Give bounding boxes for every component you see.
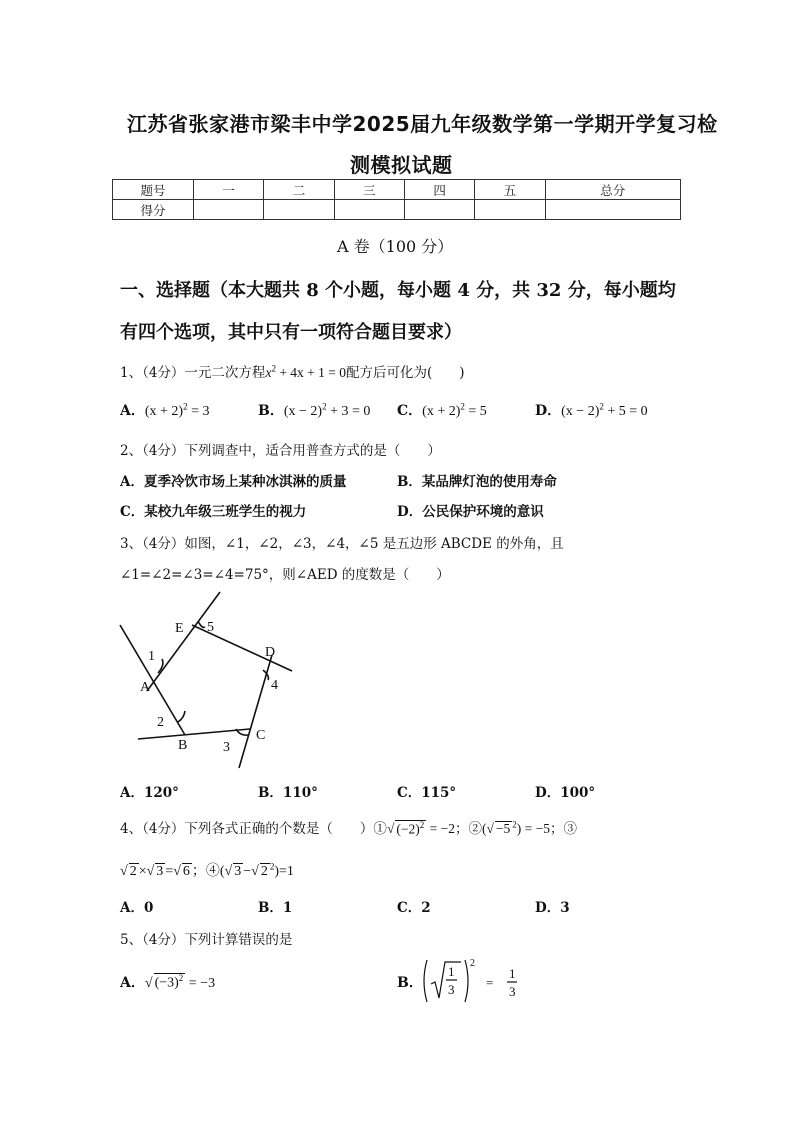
q4-stem-text: 4、（4分）下列各式正确的个数是（ ）① xyxy=(120,821,387,837)
question-4-line-2: √ 2 ×√ 3 =√ 6 ；④(√ 3 −√ 2 $^2$)=1 xyxy=(120,861,294,879)
score-input-cell[interactable] xyxy=(404,200,474,220)
q1-eq-power: 2 xyxy=(271,363,276,374)
q4-option-c-letter: C． xyxy=(397,900,422,916)
label-b: B xyxy=(178,738,188,753)
q2-option-a[interactable] xyxy=(120,470,346,490)
q2-option-b[interactable] xyxy=(397,470,557,490)
line-ea xyxy=(147,592,220,691)
q1-option-b-power: 2 xyxy=(322,401,327,412)
q4-item2-power: 2 xyxy=(512,819,517,830)
score-cell: 一 xyxy=(194,180,264,200)
q5-option-a-letter: A． xyxy=(120,975,145,991)
q4-option-a-text: 0 xyxy=(143,900,154,916)
q1-option-b-tail: + 3 = 0 xyxy=(326,404,371,419)
score-table xyxy=(112,179,681,220)
q5-denominator: 3 xyxy=(448,982,455,997)
q2-option-b-text: 某品牌灯泡的使用寿命 xyxy=(421,474,557,490)
q1-option-a-letter: A． xyxy=(120,403,145,419)
q5-option-a-inner: (−3) xyxy=(154,976,179,991)
q4-item1-power: 2 xyxy=(419,819,425,830)
q1-option-d-letter: D． xyxy=(535,403,562,419)
pentagon-figure xyxy=(110,585,310,775)
q1-option-c[interactable] xyxy=(397,400,487,420)
question-2-stem: 2、（4分）下列调查中，适合用普查方式的是（ ） xyxy=(120,443,441,459)
question-4-stem: 4、（4分）下列各式正确的个数是（ ）①√ $(-2)^2 = -2$；②(√ −5 $^2$) = −5；③ xyxy=(120,819,577,837)
q3-option-c-letter: C． xyxy=(397,785,422,801)
q1-option-b-letter: B． xyxy=(258,403,284,419)
q1-option-d[interactable] xyxy=(535,400,648,420)
q3-option-b-text: 110° xyxy=(282,785,318,801)
label-angle-5: 5 xyxy=(207,620,214,635)
q5-numerator: 1 xyxy=(448,964,455,979)
title-line-1: 江苏省张家港市梁丰中学2025届九年级数学第一学期开学复习检 xyxy=(127,112,718,136)
label-angle-3: 3 xyxy=(223,740,230,755)
q5-equals: = xyxy=(486,975,494,990)
label-d: D xyxy=(265,645,276,660)
q1-option-d-tail: + 5 = 0 xyxy=(603,404,648,419)
q4-equals: = xyxy=(165,864,174,879)
score-cell: 二 xyxy=(264,180,334,200)
q1-suffix: 配方后可化为( ) xyxy=(346,365,465,381)
label-a: A xyxy=(140,680,151,695)
q4-item4-close: )=1 xyxy=(274,864,294,879)
q5-power: 2 xyxy=(470,958,475,969)
score-cell: 五 xyxy=(475,180,545,200)
q3-option-a-text: 120° xyxy=(143,785,179,801)
line-dc xyxy=(239,655,272,768)
q5-option-a[interactable]: A．√ $(-3)^2 = -3$ xyxy=(120,973,216,991)
q4-sqrt-6: 6 xyxy=(182,864,190,879)
q5-right-paren xyxy=(465,960,468,1002)
q4-item1-inner: (−2) xyxy=(396,821,420,836)
score-cell: 四 xyxy=(404,180,474,200)
q3-option-d[interactable] xyxy=(535,781,595,801)
score-row-label: 得分 xyxy=(113,200,194,220)
q4-item4-power: 2 xyxy=(269,861,275,872)
score-input-cell[interactable] xyxy=(194,200,264,220)
question-1-stem xyxy=(120,361,465,381)
q3-option-b[interactable] xyxy=(258,781,318,801)
label-angle-4: 4 xyxy=(271,678,278,693)
q5-rhs-numerator: 1 xyxy=(509,966,516,981)
q4-option-d[interactable] xyxy=(535,896,570,916)
part-a-heading: A 卷（100 分） xyxy=(337,237,454,256)
q3-option-c-text: 115° xyxy=(421,785,457,801)
score-input-cell[interactable] xyxy=(334,200,404,220)
q4-item1-rhs: = −2；②( xyxy=(426,821,487,836)
q5-option-a-rhs: = −3 xyxy=(185,976,216,991)
question-5-stem: 5、（4分）下列计算错误的是 xyxy=(120,932,293,948)
q1-option-a-power: 2 xyxy=(183,401,188,412)
q5-option-b-letter: B． xyxy=(397,975,423,991)
q1-option-b-text: (x − 2) xyxy=(283,404,323,419)
q4-item4-sqrt-3: 3 xyxy=(234,864,242,879)
q4-item2-rhs: ) = −5；③ xyxy=(516,821,577,836)
score-cell: 题号 xyxy=(113,180,194,200)
score-input-cell[interactable] xyxy=(545,200,680,220)
q1-option-a-text: (x + 2) xyxy=(144,404,184,419)
q2-option-d-text: 公民保护环境的意识 xyxy=(422,504,544,520)
q4-option-a-letter: A． xyxy=(120,900,144,916)
q1-eq-rest: + 4x + 1 = 0 xyxy=(275,365,347,380)
title-line-2: 测模拟试题 xyxy=(350,153,453,177)
q1-option-a-tail: = 3 xyxy=(187,404,210,419)
q4-item4-open: ；④( xyxy=(191,864,225,879)
q4-item4-minus: − xyxy=(243,864,252,879)
label-c: C xyxy=(256,728,266,743)
q3-option-a-letter: A． xyxy=(120,785,144,801)
q4-option-b-letter: B． xyxy=(258,900,283,916)
q1-option-d-power: 2 xyxy=(599,401,604,412)
q5-option-b-formula xyxy=(421,956,531,1006)
question-3-stem-line-1: 3、（4分）如图，∠1，∠2，∠3，∠4，∠5 是五边形 ABCDE 的外角，且 xyxy=(120,536,564,552)
q2-option-c[interactable] xyxy=(120,500,306,520)
line-ab xyxy=(120,625,185,735)
q2-option-d[interactable] xyxy=(397,500,544,520)
q5-rhs-denominator: 3 xyxy=(509,984,516,999)
q5-left-paren xyxy=(424,960,427,1002)
score-table-score-row xyxy=(113,200,681,220)
q3-option-d-text: 100° xyxy=(560,785,596,801)
score-input-cell[interactable] xyxy=(475,200,545,220)
q1-option-d-text: (x − 2) xyxy=(561,404,600,419)
q2-option-b-letter: B． xyxy=(397,474,422,490)
q3-option-d-letter: D． xyxy=(535,785,561,801)
label-angle-1: 1 xyxy=(148,649,155,664)
q4-item4-sqrt-2: 2 xyxy=(260,864,268,879)
q4-option-d-letter: D． xyxy=(535,900,561,916)
score-cell: 三 xyxy=(334,180,404,200)
q4-item1-radicand xyxy=(395,820,426,837)
line-bc xyxy=(138,729,250,739)
angle-arc-2 xyxy=(178,711,185,722)
q5-option-a-power: 2 xyxy=(178,973,184,984)
q1-option-b[interactable] xyxy=(258,400,370,420)
q1-option-c-letter: C． xyxy=(397,403,423,419)
score-cell: 总分 xyxy=(545,180,680,200)
q4-times: × xyxy=(138,864,147,879)
q4-option-d-text: 3 xyxy=(560,900,570,916)
section-1-heading-line-2: 有四个选项，其中只有一项符合题目要求） xyxy=(120,322,462,343)
label-angle-2: 2 xyxy=(157,715,164,730)
q1-option-a[interactable] xyxy=(120,400,210,420)
question-3-stem-line-2: ∠1=∠2=∠3=∠4=75°，则∠AED 的度数是（ ） xyxy=(120,567,450,583)
label-e: E xyxy=(175,621,184,636)
q4-option-b[interactable] xyxy=(258,896,292,916)
q1-option-c-power: 2 xyxy=(460,401,465,412)
score-table-header-row xyxy=(113,180,681,200)
q3-option-b-letter: B． xyxy=(258,785,283,801)
q3-option-a[interactable] xyxy=(120,781,179,801)
q2-option-c-text: 某校九年级三班学生的视力 xyxy=(144,504,307,520)
q2-option-a-text: 夏季冷饮市场上某种冰淇淋的质量 xyxy=(143,474,347,490)
q5-option-a-radicand xyxy=(154,973,186,991)
q4-option-b-text: 1 xyxy=(282,900,293,916)
q4-option-c-text: 2 xyxy=(421,900,431,916)
q1-eq-x: x xyxy=(265,365,272,380)
q4-sqrt-3: 3 xyxy=(156,864,164,879)
q2-option-a-letter: A． xyxy=(120,474,144,490)
q2-option-c-letter: C． xyxy=(120,504,145,520)
q1-option-c-tail: = 5 xyxy=(464,404,487,419)
score-input-cell[interactable] xyxy=(264,200,334,220)
q4-sqrt-2: 2 xyxy=(129,864,137,879)
q4-option-c[interactable] xyxy=(397,896,431,916)
q1-prefix: 1、（4分）一元二次方程 xyxy=(120,365,266,381)
section-1-heading-line-1: 一、选择题（本大题共 8 个小题，每小题 4 分，共 32 分，每小题均 xyxy=(120,280,676,301)
q1-option-c-text: (x + 2) xyxy=(422,404,461,419)
q4-option-a[interactable] xyxy=(120,896,153,916)
q3-option-c[interactable] xyxy=(397,781,456,801)
angle-arc-5 xyxy=(198,621,205,627)
q4-item2-radicand: −5 xyxy=(495,821,511,836)
q2-option-d-letter: D． xyxy=(397,504,423,520)
